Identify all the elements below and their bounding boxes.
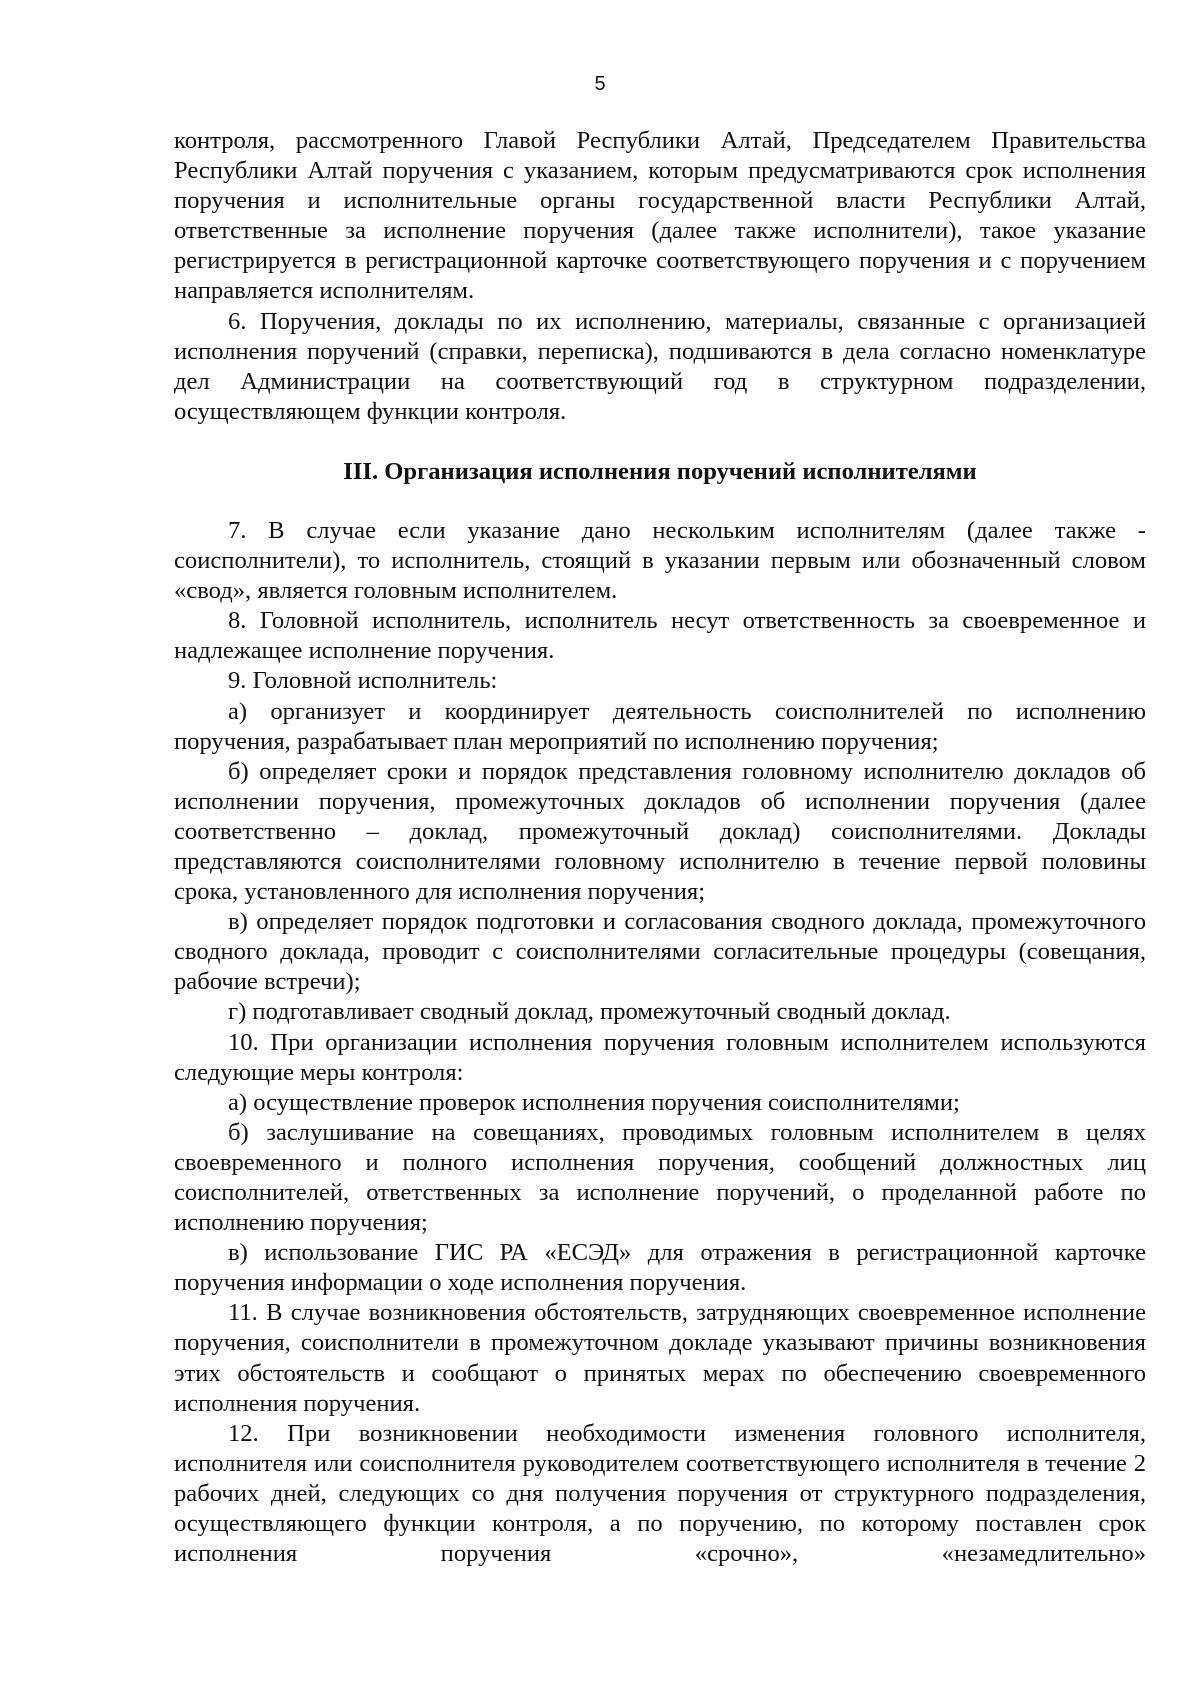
paragraph-7: 7. В случае если указание дано нескольким исполнителям (далее также - соисполнители), то исполнитель, стоящий в указании первым или обозначенный словом «свод», является головным исполнителем. <box>174 516 1146 605</box>
paragraph-9b: б) определяет сроки и порядок представления головному исполнителю докладов об исполнении поручения, промежуточных докладов об исполнении поручения (далее соответственно – доклад, промежуточный доклад) соисполнителями. Доклады представляются соисполнителями головному исполнителю в течение первой половины срока, установленного для исполнения поручения; <box>174 757 1146 906</box>
paragraph-12: 12. При возникновении необходимости изменения головного исполнителя, исполнителя или соисполнителя руководителем соответствующего исполнителя в течение 2 рабочих дней, следующих со дня получения поручения от структурного подразделения, осуществляющего функции контроля, а по поручению, по которому поставлен срок исполнения поручения «срочно», «незамедлительно» <box>174 1419 1146 1568</box>
paragraph-6: 6. Поручения, доклады по их исполнению, материалы, связанные с организацией исполнения поручений (справки, переписка), подшиваются в дела согласно номенклатуре дел Администрации на соответствующий год в структурном подразделении, осуществляющем функции контроля. <box>174 307 1146 425</box>
paragraph-9a: а) организует и координирует деятельность соисполнителей по исполнению поручения, разрабатывает план мероприятий по исполнению поручения; <box>174 697 1146 755</box>
paragraph-11: 11. В случае возникновения обстоятельств, затрудняющих своевременное исполнение поручения, соисполнители в промежуточном докладе указывают причины возникновения этих обстоятельств и сообщают о принятых мерах по обеспечению своевременного исполнения поручения. <box>174 1299 1146 1417</box>
paragraph-10b: б) заслушивание на совещаниях, проводимых головным исполнителем в целях своевременного и полного исполнения поручения, сообщений должностных лиц соисполнителей, ответственных за исполнение поручений, о проделанной работе по исполнению поручения; <box>174 1118 1146 1237</box>
document-body <box>174 126 1146 1569</box>
paragraph-9g: г) подготавливает сводный доклад, промежуточный сводный доклад. <box>228 998 951 1026</box>
page-number: 5 <box>594 73 606 95</box>
section-heading: III. Организация исполнения поручений исполнителями <box>343 457 977 485</box>
paragraph-continuation: контроля, рассмотренного Главой Республики Алтай, Председателем Правительства Республики Алтай поручения с указанием, которым предусматриваются срок исполнения поручения и исполнительные органы государственной власти Республики Алтай, ответственные за исполнение поручения (далее также исполнители), такое указание регистрируется в регистрационной карточке соответствующего поручения и с поручением направляется исполнителям. <box>174 127 1146 305</box>
paragraph-8: 8. Головной исполнитель, исполнитель несут ответственность за своевременное и надлежащее исполнение поручения. <box>174 607 1146 665</box>
paragraph-9v: в) определяет порядок подготовки и согласования сводного доклада, промежуточного сводного доклада, проводит с соисполнителями согласительные процедуры (совещания, рабочие встречи); <box>174 908 1146 996</box>
paragraph-10a: а) осуществление проверок исполнения поручения соисполнителями; <box>228 1088 960 1116</box>
paragraph-10: 10. При организации исполнения поручения головным исполнителем используются следующие меры контроля: <box>174 1028 1146 1086</box>
paragraph-10v: в) использование ГИС РА «ЕСЭД» для отражения в регистрационной карточке поручения информации о ходе исполнения поручения. <box>174 1239 1146 1297</box>
paragraph-9: 9. Головной исполнитель: <box>228 667 498 695</box>
